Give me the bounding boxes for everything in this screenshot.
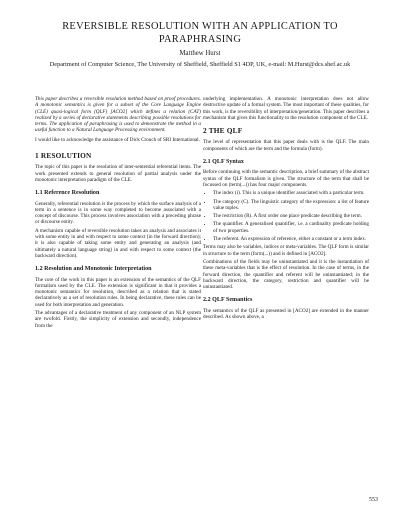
subsection-heading-qlf-semantics: 2.2 QLF Semantics <box>203 297 253 304</box>
subsection-heading-monotonic-interpretation: 1.2 Resolution and Monotonic Interpretation <box>35 266 152 273</box>
paragraph: The topic of this paper is the resolution of inter-sentential referential items. The work presented extends to general resolution of partial analysis under the monotonic interpretation paradigm of the CLE. <box>35 164 201 183</box>
paragraph: Before continuing with the semantic description, a brief summary of the abstract syntax of the QLF formalism is given. The structure of the term that shall be focussed on (term(...)) has four major components. <box>203 169 369 188</box>
list-item: • The category (C). The linguistic category of the expression: a list of feature value tuples. <box>213 199 369 212</box>
paragraph: The core of the work in this paper is an extension of the semantics of the QLF formalism used by the CLE. The extension is significant in that it provides a monotonic semantics for resolution, described as a relation that is stated declaratively as a set of resolution rules. In being declarative, these rules can be used for both interpretation and generation. <box>35 276 201 308</box>
title-line-1: REVERSIBLE RESOLUTION WITH AN APPLICATION TO <box>62 21 338 32</box>
page-number: 553 <box>369 497 378 503</box>
term-components-list <box>203 190 369 242</box>
acknowledgement: I would like to acknowledge the assistance of Dick Crouch of SRI International. <box>35 136 200 143</box>
paragraph: The advantages of a declarative treatment of any component of an NLP system are twofold. Firstly, the simplicity of extension and secondly, independence from the <box>35 310 201 329</box>
subsection-heading-reference-resolution: 1.1 Reference Resolution <box>35 190 100 197</box>
author-affiliation: Department of Computer Science, The University of Sheffield, Sheffield S1 4DP, UK, e-mail: M.Hurst@dcs.shef.ac.uk <box>49 61 351 68</box>
paragraph: Combinations of the fields may be uninstantiated and it is the instantiation of these meta-variables that is the effect of resolution. In the case of terms, in the forward direction, the quantifier and referent will be uninstantiated; in the backward direction, the category, restriction and quantifier will be uninstantiated. <box>203 258 369 291</box>
author-name: Matthew Hurst <box>179 50 221 57</box>
subsection-heading-qlf-syntax: 2.1 QLF Syntax <box>203 159 244 166</box>
abstract: This paper describes a reversible resolution method based on proof procedures. A monotonic semantics is given for a subset of the Core Language Engine (CLE) quasi-logical form (QLF) [ACO2] which defines a relation (CAT) realized by a series of declarative statements describing possible resolutions for terms. The application of paraphrasing is used to demonstrate the method in a useful function to a Natural Language Processing environment. <box>35 96 201 134</box>
section-heading-resolution: 1 RESOLUTION <box>35 151 92 161</box>
paragraph: Generally, referential resolution is the process by which the surface analysis of a term in a sentence is in some way completed to become associated with a concept of discourse. This process involves association with a preceding phrase or discourse entity. <box>35 200 201 226</box>
list-item: • The restriction (R). A first order one place predicate describing the term. <box>213 213 369 219</box>
paragraph: The level of representation that this paper deals with is the QLF. The main components of which are the term and the formula (form). <box>203 139 369 152</box>
list-item: • The referent. An expression of reference, either a constant or a term index. <box>213 236 369 242</box>
paragraph: A mechanism capable of reversible resolution takes an analysis and associates it with some entity in and with respect to some context (in the forward direction); it is also capable of taking some entity and generating an analysis (and ultimately a natural language string) in and with respect to some context (the backward direction). <box>35 227 201 259</box>
left-column <box>35 96 201 331</box>
right-column <box>203 96 369 322</box>
list-item: • The quantifier. A generalised quantifier, i.e. a cardinality predicate holding of two properties. <box>213 221 369 234</box>
paragraph: Terms may also be variables, indices or meta-variables. The QLF form is similar in structure to the term (form(...)) and is defined in [ACO2]. <box>203 244 369 257</box>
section-heading-the-qlf: 2 THE QLF <box>203 126 243 136</box>
title-line-2: PARAPHRASING <box>158 34 242 45</box>
paper-title <box>40 20 360 46</box>
list-item: • The index (i). This is a unique identifier associated with a particular term. <box>213 190 369 196</box>
paragraph: underlying implementation. A monotonic interpretation does not allow destructive update of a formal system. The most important of these qualities, for this work, is the reversibility of interpretation/generation. This paper describes a mechanism that gives this functionality to the resolution component of the CLE. <box>203 96 369 121</box>
paragraph: The semantics of the QLF as presented in [ACO2] are extended in the manner described. As shown above, a <box>203 307 369 321</box>
